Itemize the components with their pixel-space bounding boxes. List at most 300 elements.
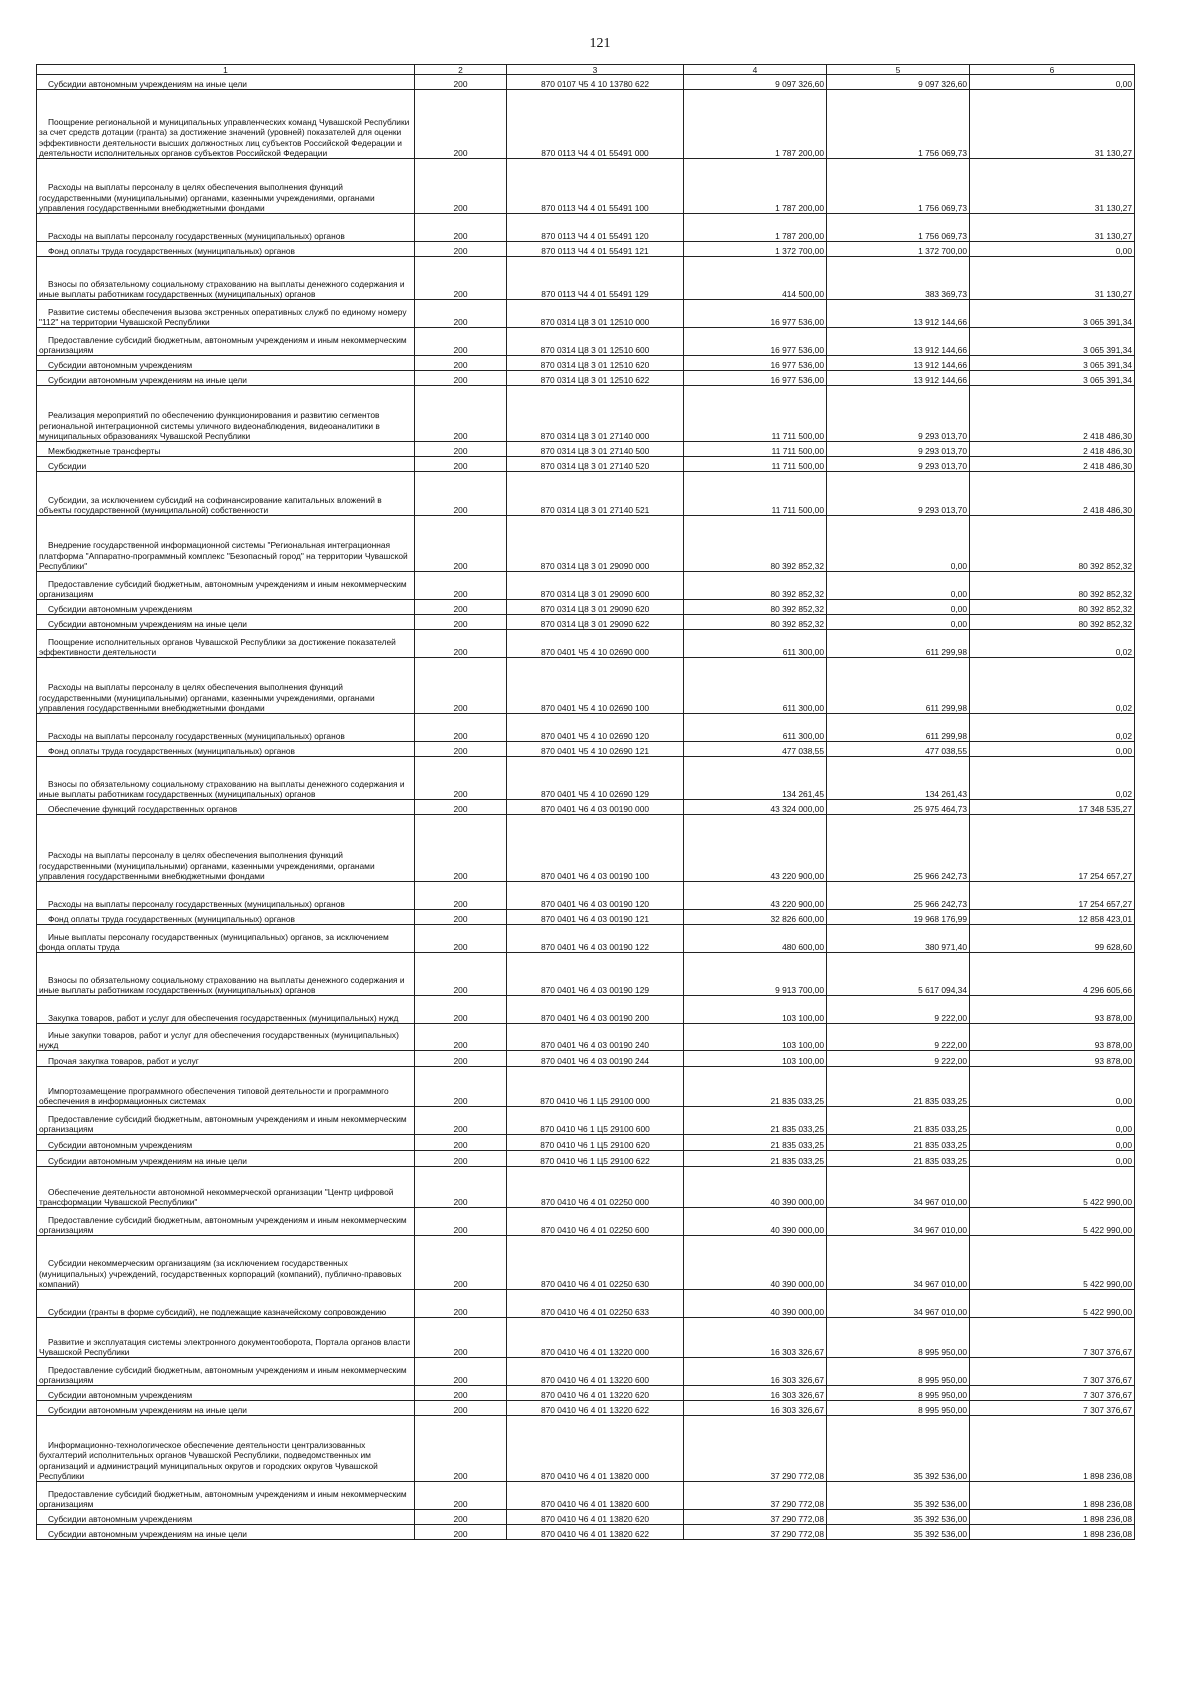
row-approved-amount-cell: 11 711 500,00 [684, 442, 827, 457]
table-row [37, 1510, 1135, 1525]
row-executed-amount-cell: 8 995 950,00 [827, 1386, 970, 1401]
row-executed-amount-cell: 1 756 069,73 [827, 214, 970, 242]
row-executed-amount-cell: 35 392 536,00 [827, 1416, 970, 1482]
row-line-code-cell: 200 [415, 1386, 507, 1401]
row-name-cell [37, 600, 415, 615]
table-row [37, 386, 1135, 442]
table-row [37, 1067, 1135, 1107]
row-name-cell [37, 1167, 415, 1208]
row-name-text: Внедрение государственной информационной системы "Региональная интеграционная платформа "Аппаратно-программный комплекс "Безопасный город" на территории Чувашской Республики" [39, 540, 408, 571]
row-classification-code-cell: 870 0410 Ч6 1 Ц5 29100 600 [507, 1107, 684, 1135]
table-row [37, 1208, 1135, 1236]
row-name-cell [37, 572, 415, 600]
row-line-code-cell: 200 [415, 90, 507, 159]
row-name-text: Субсидии автономным учреждениям [48, 1513, 193, 1524]
row-unexecuted-amount-cell: 3 065 391,34 [970, 328, 1135, 356]
row-approved-amount-cell: 21 835 033,25 [684, 1135, 827, 1151]
table-row [37, 882, 1135, 910]
row-unexecuted-amount-cell: 80 392 852,32 [970, 600, 1135, 615]
table-row [37, 953, 1135, 996]
row-executed-amount-cell: 9 293 013,70 [827, 386, 970, 442]
row-executed-amount-cell: 34 967 010,00 [827, 1208, 970, 1236]
row-line-code-cell: 200 [415, 630, 507, 658]
row-line-code-cell: 200 [415, 1208, 507, 1236]
row-name-cell [37, 1208, 415, 1236]
row-name-text: Субсидии автономным учреждениям на иные цели [48, 1404, 247, 1415]
row-name-cell [37, 953, 415, 996]
row-executed-amount-cell: 1 756 069,73 [827, 90, 970, 159]
row-approved-amount-cell: 21 835 033,25 [684, 1067, 827, 1107]
row-approved-amount-cell: 16 977 536,00 [684, 300, 827, 328]
page-number: 121 [589, 36, 611, 51]
row-approved-amount-cell: 1 787 200,00 [684, 159, 827, 214]
table-row [37, 925, 1135, 953]
row-name-text: Информационно-технологическое обеспечение деятельности централизованных бухгалтерий исполнительных органов Чувашской Республики, подведомственных им организаций и администраций муниципальных округов и городских округов Чувашской Республики [39, 1440, 378, 1481]
row-executed-amount-cell: 8 995 950,00 [827, 1318, 970, 1358]
row-line-code-cell: 200 [415, 328, 507, 356]
row-line-code-cell: 200 [415, 996, 507, 1024]
row-classification-code-cell: 870 0410 Ч6 4 01 02250 630 [507, 1236, 684, 1290]
row-unexecuted-amount-cell: 7 307 376,67 [970, 1401, 1135, 1416]
row-executed-amount-cell: 611 299,98 [827, 630, 970, 658]
row-classification-code-cell: 870 0410 Ч6 4 01 13220 600 [507, 1358, 684, 1386]
table-row [37, 1416, 1135, 1482]
row-name-cell [37, 242, 415, 257]
row-executed-amount-cell: 34 967 010,00 [827, 1290, 970, 1318]
row-unexecuted-amount-cell: 5 422 990,00 [970, 1236, 1135, 1290]
row-unexecuted-amount-cell: 80 392 852,32 [970, 615, 1135, 630]
column-header-4: 4 [684, 65, 827, 75]
row-line-code-cell: 200 [415, 1318, 507, 1358]
row-name-text: Субсидии автономным учреждениям на иные цели [48, 618, 247, 629]
row-name-cell [37, 257, 415, 300]
row-unexecuted-amount-cell: 7 307 376,67 [970, 1358, 1135, 1386]
row-name-text: Реализация мероприятий по обеспечению функционирования и развитию сегментов региональной интеграционной системы уличного видеонаблюдения, видеоаналитики в муниципальных образованиях Чувашской Республики [39, 410, 380, 441]
row-approved-amount-cell: 103 100,00 [684, 1051, 827, 1067]
row-executed-amount-cell: 13 912 144,66 [827, 371, 970, 386]
row-classification-code-cell: 870 0410 Ч6 4 01 13220 620 [507, 1386, 684, 1401]
row-line-code-cell: 200 [415, 1416, 507, 1482]
row-classification-code-cell: 870 0314 Ц8 3 01 29090 622 [507, 615, 684, 630]
row-approved-amount-cell: 37 290 772,08 [684, 1416, 827, 1482]
row-unexecuted-amount-cell: 80 392 852,32 [970, 516, 1135, 572]
row-executed-amount-cell: 9 222,00 [827, 1051, 970, 1067]
row-name-text: Субсидии автономным учреждениям на иные цели [48, 78, 247, 89]
row-line-code-cell: 200 [415, 1290, 507, 1318]
table-row [37, 472, 1135, 516]
row-unexecuted-amount-cell: 1 898 236,08 [970, 1416, 1135, 1482]
row-name-cell [37, 800, 415, 815]
row-line-code-cell: 200 [415, 925, 507, 953]
row-approved-amount-cell: 37 290 772,08 [684, 1510, 827, 1525]
row-classification-code-cell: 870 0314 Ц8 3 01 12510 620 [507, 356, 684, 371]
row-line-code-cell: 200 [415, 442, 507, 457]
row-line-code-cell: 200 [415, 742, 507, 757]
row-name-cell [37, 1386, 415, 1401]
row-unexecuted-amount-cell: 5 422 990,00 [970, 1167, 1135, 1208]
row-classification-code-cell: 870 0401 Ч6 4 03 00190 121 [507, 910, 684, 925]
row-name-cell [37, 630, 415, 658]
row-line-code-cell: 200 [415, 1151, 507, 1167]
row-line-code-cell: 200 [415, 882, 507, 910]
row-unexecuted-amount-cell: 0,00 [970, 75, 1135, 90]
row-approved-amount-cell: 80 392 852,32 [684, 516, 827, 572]
row-line-code-cell: 200 [415, 472, 507, 516]
row-line-code-cell: 200 [415, 714, 507, 742]
row-name-cell [37, 742, 415, 757]
row-line-code-cell: 200 [415, 953, 507, 996]
row-approved-amount-cell: 611 300,00 [684, 714, 827, 742]
row-classification-code-cell: 870 0401 Ч6 4 03 00190 100 [507, 815, 684, 882]
row-name-cell [37, 214, 415, 242]
row-executed-amount-cell: 0,00 [827, 615, 970, 630]
row-executed-amount-cell: 380 971,40 [827, 925, 970, 953]
row-executed-amount-cell: 611 299,98 [827, 658, 970, 714]
row-classification-code-cell: 870 0314 Ц8 3 01 27140 520 [507, 457, 684, 472]
row-name-text: Поощрение исполнительных органов Чувашской Республики за достижение показателей эффективности деятельности [39, 636, 396, 657]
row-executed-amount-cell: 477 038,55 [827, 742, 970, 757]
row-approved-amount-cell: 37 290 772,08 [684, 1525, 827, 1540]
row-executed-amount-cell: 13 912 144,66 [827, 300, 970, 328]
row-unexecuted-amount-cell: 93 878,00 [970, 1051, 1135, 1067]
row-line-code-cell: 200 [415, 214, 507, 242]
row-name-cell [37, 371, 415, 386]
row-name-text: Предоставление субсидий бюджетным, автономным учреждениям и иным некоммерческим организациям [39, 334, 407, 355]
row-name-text: Предоставление субсидий бюджетным, автономным учреждениям и иным некоммерческим организациям [39, 1214, 407, 1235]
table-row [37, 1482, 1135, 1510]
row-unexecuted-amount-cell: 0,00 [970, 242, 1135, 257]
row-name-text: Расходы на выплаты персоналу государственных (муниципальных) органов [48, 730, 345, 741]
row-line-code-cell: 200 [415, 1024, 507, 1051]
row-line-code-cell: 200 [415, 457, 507, 472]
table-body [37, 75, 1135, 1540]
column-header-5: 5 [827, 65, 970, 75]
row-approved-amount-cell: 134 261,45 [684, 757, 827, 800]
row-approved-amount-cell: 1 787 200,00 [684, 90, 827, 159]
row-unexecuted-amount-cell: 1 898 236,08 [970, 1510, 1135, 1525]
row-executed-amount-cell: 34 967 010,00 [827, 1167, 970, 1208]
table-row [37, 214, 1135, 242]
row-approved-amount-cell: 43 220 900,00 [684, 882, 827, 910]
row-name-cell [37, 1051, 415, 1067]
row-line-code-cell: 200 [415, 1107, 507, 1135]
row-unexecuted-amount-cell: 2 418 486,30 [970, 457, 1135, 472]
row-classification-code-cell: 870 0401 Ч5 4 10 02690 000 [507, 630, 684, 658]
table-row [37, 75, 1135, 90]
table-row [37, 630, 1135, 658]
table-row [37, 1386, 1135, 1401]
row-line-code-cell: 200 [415, 572, 507, 600]
row-unexecuted-amount-cell: 31 130,27 [970, 90, 1135, 159]
table-row [37, 1167, 1135, 1208]
row-classification-code-cell: 870 0410 Ч6 4 01 13820 622 [507, 1525, 684, 1540]
row-line-code-cell: 200 [415, 800, 507, 815]
row-unexecuted-amount-cell: 7 307 376,67 [970, 1386, 1135, 1401]
row-classification-code-cell: 870 0401 Ч6 4 03 00190 000 [507, 800, 684, 815]
row-unexecuted-amount-cell: 1 898 236,08 [970, 1525, 1135, 1540]
row-executed-amount-cell: 9 222,00 [827, 1024, 970, 1051]
row-approved-amount-cell: 9 097 326,60 [684, 75, 827, 90]
row-name-text: Развитие системы обеспечения вызова экстренных оперативных служб по единому номеру "112" на территории Чувашской Республики [39, 306, 407, 327]
row-approved-amount-cell: 40 390 000,00 [684, 1236, 827, 1290]
row-classification-code-cell: 870 0113 Ч4 4 01 55491 129 [507, 257, 684, 300]
row-unexecuted-amount-cell: 3 065 391,34 [970, 371, 1135, 386]
row-name-cell [37, 1358, 415, 1386]
row-name-text: Взносы по обязательному социальному страхованию на выплаты денежного содержания и иные выплаты работникам государственных (муниципальных) органов [39, 278, 405, 299]
table-row [37, 457, 1135, 472]
row-approved-amount-cell: 16 303 326,67 [684, 1318, 827, 1358]
row-name-cell [37, 328, 415, 356]
row-executed-amount-cell: 35 392 536,00 [827, 1525, 970, 1540]
row-executed-amount-cell: 34 967 010,00 [827, 1236, 970, 1290]
row-unexecuted-amount-cell: 93 878,00 [970, 1024, 1135, 1051]
row-name-text: Расходы на выплаты персоналу государственных (муниципальных) органов [48, 230, 345, 241]
table-row [37, 996, 1135, 1024]
row-unexecuted-amount-cell: 17 254 657,27 [970, 815, 1135, 882]
row-name-text: Иные выплаты персоналу государственных (муниципальных) органов, за исключением фонда оплаты труда [39, 931, 389, 952]
row-name-text: Субсидии (гранты в форме субсидий), не подлежащие казначейскому сопровождению [48, 1306, 387, 1317]
row-approved-amount-cell: 11 711 500,00 [684, 386, 827, 442]
row-name-cell [37, 996, 415, 1024]
row-name-cell [37, 442, 415, 457]
row-executed-amount-cell: 21 835 033,25 [827, 1107, 970, 1135]
row-executed-amount-cell: 19 968 176,99 [827, 910, 970, 925]
row-classification-code-cell: 870 0314 Ц8 3 01 29090 000 [507, 516, 684, 572]
row-executed-amount-cell: 13 912 144,66 [827, 356, 970, 371]
row-classification-code-cell: 870 0314 Ц8 3 01 27140 521 [507, 472, 684, 516]
row-name-cell [37, 1236, 415, 1290]
row-unexecuted-amount-cell: 93 878,00 [970, 996, 1135, 1024]
row-name-cell [37, 1482, 415, 1510]
row-name-text: Субсидии автономным учреждениям [48, 359, 193, 370]
row-name-text: Субсидии автономным учреждениям [48, 1139, 193, 1150]
row-classification-code-cell: 870 0113 Ч4 4 01 55491 121 [507, 242, 684, 257]
row-executed-amount-cell: 1 756 069,73 [827, 159, 970, 214]
row-unexecuted-amount-cell: 0,02 [970, 757, 1135, 800]
row-unexecuted-amount-cell: 2 418 486,30 [970, 472, 1135, 516]
row-approved-amount-cell: 11 711 500,00 [684, 457, 827, 472]
row-unexecuted-amount-cell: 0,02 [970, 714, 1135, 742]
row-name-text: Субсидии автономным учреждениям на иные цели [48, 1155, 247, 1166]
row-approved-amount-cell: 37 290 772,08 [684, 1482, 827, 1510]
row-executed-amount-cell: 9 097 326,60 [827, 75, 970, 90]
row-name-text: Фонд оплаты труда государственных (муниципальных) органов [48, 245, 295, 256]
budget-execution-table [36, 64, 1135, 1540]
row-name-cell [37, 910, 415, 925]
row-approved-amount-cell: 1 372 700,00 [684, 242, 827, 257]
row-executed-amount-cell: 21 835 033,25 [827, 1067, 970, 1107]
row-executed-amount-cell: 8 995 950,00 [827, 1358, 970, 1386]
row-executed-amount-cell: 8 995 950,00 [827, 1401, 970, 1416]
row-executed-amount-cell: 25 966 242,73 [827, 815, 970, 882]
row-unexecuted-amount-cell: 31 130,27 [970, 214, 1135, 242]
row-line-code-cell: 200 [415, 1135, 507, 1151]
row-executed-amount-cell: 25 975 464,73 [827, 800, 970, 815]
row-name-cell [37, 75, 415, 90]
table-row [37, 658, 1135, 714]
row-unexecuted-amount-cell: 0,00 [970, 1107, 1135, 1135]
row-approved-amount-cell: 611 300,00 [684, 630, 827, 658]
row-classification-code-cell: 870 0401 Ч6 4 03 00190 129 [507, 953, 684, 996]
row-name-text: Расходы на выплаты персоналу в целях обеспечения выполнения функций государственными (муниципальными) органами, казенными учреждениями, органами управления государственными внебюджетными фондами [39, 182, 375, 213]
row-approved-amount-cell: 103 100,00 [684, 1024, 827, 1051]
row-name-text: Расходы на выплаты персоналу государственных (муниципальных) органов [48, 898, 345, 909]
table-row [37, 442, 1135, 457]
row-line-code-cell: 200 [415, 1525, 507, 1540]
row-executed-amount-cell: 13 912 144,66 [827, 328, 970, 356]
table-row [37, 714, 1135, 742]
row-name-cell [37, 1290, 415, 1318]
row-executed-amount-cell: 0,00 [827, 516, 970, 572]
row-line-code-cell: 200 [415, 1401, 507, 1416]
row-unexecuted-amount-cell: 0,02 [970, 630, 1135, 658]
row-name-text: Субсидии некоммерческим организациям (за исключением государственных (муниципальных) учреждений, государственных корпораций (компаний), публично-правовых компаний) [39, 1258, 402, 1289]
table-row [37, 1151, 1135, 1167]
row-line-code-cell: 200 [415, 615, 507, 630]
row-classification-code-cell: 870 0107 Ч5 4 10 13780 622 [507, 75, 684, 90]
row-name-text: Субсидии автономным учреждениям [48, 603, 193, 614]
row-name-cell [37, 1067, 415, 1107]
row-line-code-cell: 200 [415, 356, 507, 371]
row-classification-code-cell: 870 0410 Ч6 1 Ц5 29100 000 [507, 1067, 684, 1107]
row-approved-amount-cell: 16 977 536,00 [684, 356, 827, 371]
row-classification-code-cell: 870 0410 Ч6 1 Ц5 29100 620 [507, 1135, 684, 1151]
row-classification-code-cell: 870 0314 Ц8 3 01 12510 622 [507, 371, 684, 386]
table-row [37, 815, 1135, 882]
row-executed-amount-cell: 25 966 242,73 [827, 882, 970, 910]
row-classification-code-cell: 870 0401 Ч6 4 03 00190 240 [507, 1024, 684, 1051]
row-name-text: Расходы на выплаты персоналу в целях обеспечения выполнения функций государственными (муниципальными) органами, казенными учреждениями, органами управления государственными внебюджетными фондами [39, 850, 375, 881]
row-name-cell [37, 757, 415, 800]
table-row [37, 242, 1135, 257]
table-row [37, 1051, 1135, 1067]
row-executed-amount-cell: 9 293 013,70 [827, 472, 970, 516]
row-classification-code-cell: 870 0401 Ч5 4 10 02690 100 [507, 658, 684, 714]
row-executed-amount-cell: 9 222,00 [827, 996, 970, 1024]
row-name-text: Расходы на выплаты персоналу в целях обеспечения выполнения функций государственными (муниципальными) органами, казенными учреждениями, органами управления государственными внебюджетными фондами [39, 682, 375, 713]
table-row [37, 1525, 1135, 1540]
row-unexecuted-amount-cell: 17 254 657,27 [970, 882, 1135, 910]
row-name-cell [37, 472, 415, 516]
row-classification-code-cell: 870 0410 Ч6 4 01 02250 000 [507, 1167, 684, 1208]
row-name-cell [37, 457, 415, 472]
row-unexecuted-amount-cell: 7 307 376,67 [970, 1318, 1135, 1358]
row-classification-code-cell: 870 0410 Ч6 4 01 13220 000 [507, 1318, 684, 1358]
row-name-cell [37, 159, 415, 214]
row-name-cell [37, 1416, 415, 1482]
row-name-text: Иные закупки товаров, работ и услуг для обеспечения государственных (муниципальных) нужд [39, 1029, 399, 1050]
table-row [37, 1290, 1135, 1318]
row-name-cell [37, 1401, 415, 1416]
row-name-text: Развитие и эксплуатация системы электронного документооборота, Портала органов власти Чувашской Республики [39, 1336, 411, 1357]
row-classification-code-cell: 870 0401 Ч6 4 03 00190 122 [507, 925, 684, 953]
row-line-code-cell: 200 [415, 386, 507, 442]
row-name-text: Обеспечение функций государственных органов [48, 803, 238, 814]
row-approved-amount-cell: 1 787 200,00 [684, 214, 827, 242]
row-approved-amount-cell: 9 913 700,00 [684, 953, 827, 996]
row-line-code-cell: 200 [415, 300, 507, 328]
row-executed-amount-cell: 5 617 094,34 [827, 953, 970, 996]
row-name-text: Поощрение региональной и муниципальных управленческих команд Чувашской Республики за счет средств дотации (гранта) за достижение значений (уровней) показателей для оценки эффективности деятельности высших должностных лиц субъектов Российской Федерации и деятельности исполнительных органов субъектов Российской Федерации [39, 117, 410, 158]
row-name-cell [37, 1318, 415, 1358]
row-classification-code-cell: 870 0113 Ч4 4 01 55491 100 [507, 159, 684, 214]
row-line-code-cell: 200 [415, 1051, 507, 1067]
row-executed-amount-cell: 35 392 536,00 [827, 1510, 970, 1525]
row-line-code-cell: 200 [415, 658, 507, 714]
row-line-code-cell: 200 [415, 815, 507, 882]
row-unexecuted-amount-cell: 3 065 391,34 [970, 300, 1135, 328]
table-row [37, 800, 1135, 815]
row-name-text: Предоставление субсидий бюджетным, автономным учреждениям и иным некоммерческим организациям [39, 1113, 407, 1134]
table-row [37, 159, 1135, 214]
row-classification-code-cell: 870 0410 Ч6 1 Ц5 29100 622 [507, 1151, 684, 1167]
row-name-cell [37, 1525, 415, 1540]
row-approved-amount-cell: 16 303 326,67 [684, 1386, 827, 1401]
row-classification-code-cell: 870 0410 Ч6 4 01 02250 600 [507, 1208, 684, 1236]
row-classification-code-cell: 870 0314 Ц8 3 01 12510 600 [507, 328, 684, 356]
row-approved-amount-cell: 80 392 852,32 [684, 600, 827, 615]
row-approved-amount-cell: 103 100,00 [684, 996, 827, 1024]
table-row [37, 516, 1135, 572]
row-classification-code-cell: 870 0401 Ч6 4 03 00190 120 [507, 882, 684, 910]
table-row [37, 1107, 1135, 1135]
row-name-cell [37, 300, 415, 328]
row-name-cell [37, 815, 415, 882]
row-executed-amount-cell: 9 293 013,70 [827, 442, 970, 457]
row-approved-amount-cell: 480 600,00 [684, 925, 827, 953]
row-name-cell [37, 1135, 415, 1151]
row-line-code-cell: 200 [415, 910, 507, 925]
row-line-code-cell: 200 [415, 757, 507, 800]
row-line-code-cell: 200 [415, 257, 507, 300]
row-unexecuted-amount-cell: 17 348 535,27 [970, 800, 1135, 815]
row-name-cell [37, 615, 415, 630]
row-name-text: Предоставление субсидий бюджетным, автономным учреждениям и иным некоммерческим организациям [39, 1364, 407, 1385]
row-unexecuted-amount-cell: 80 392 852,32 [970, 572, 1135, 600]
column-number-header-row [37, 65, 1135, 75]
row-approved-amount-cell: 40 390 000,00 [684, 1208, 827, 1236]
row-classification-code-cell: 870 0314 Ц8 3 01 29090 600 [507, 572, 684, 600]
row-executed-amount-cell: 611 299,98 [827, 714, 970, 742]
row-classification-code-cell: 870 0401 Ч6 4 03 00190 200 [507, 996, 684, 1024]
row-line-code-cell: 200 [415, 1167, 507, 1208]
row-classification-code-cell: 870 0401 Ч5 4 10 02690 129 [507, 757, 684, 800]
row-name-text: Предоставление субсидий бюджетным, автономным учреждениям и иным некоммерческим организациям [39, 578, 407, 599]
row-approved-amount-cell: 11 711 500,00 [684, 472, 827, 516]
table-row [37, 1236, 1135, 1290]
row-name-cell [37, 714, 415, 742]
row-name-text: Обеспечение деятельности автономной некоммерческой организации "Центр цифровой трансформации Чувашской Республики" [39, 1186, 394, 1207]
row-executed-amount-cell: 134 261,43 [827, 757, 970, 800]
row-approved-amount-cell: 477 038,55 [684, 742, 827, 757]
row-unexecuted-amount-cell: 0,00 [970, 1067, 1135, 1107]
row-unexecuted-amount-cell: 3 065 391,34 [970, 356, 1135, 371]
row-line-code-cell: 200 [415, 159, 507, 214]
row-classification-code-cell: 870 0410 Ч6 4 01 13220 622 [507, 1401, 684, 1416]
table-row [37, 1024, 1135, 1051]
row-approved-amount-cell: 80 392 852,32 [684, 615, 827, 630]
row-name-text: Взносы по обязательному социальному страхованию на выплаты денежного содержания и иные выплаты работникам государственных (муниципальных) органов [39, 974, 405, 995]
row-approved-amount-cell: 43 324 000,00 [684, 800, 827, 815]
row-executed-amount-cell: 21 835 033,25 [827, 1135, 970, 1151]
row-name-cell [37, 925, 415, 953]
row-name-cell [37, 658, 415, 714]
row-classification-code-cell: 870 0314 Ц8 3 01 29090 620 [507, 600, 684, 615]
row-name-cell [37, 1024, 415, 1051]
row-name-text: Взносы по обязательному социальному страхованию на выплаты денежного содержания и иные выплаты работникам государственных (муниципальных) органов [39, 778, 405, 799]
column-header-1: 1 [37, 65, 415, 75]
row-unexecuted-amount-cell: 5 422 990,00 [970, 1290, 1135, 1318]
